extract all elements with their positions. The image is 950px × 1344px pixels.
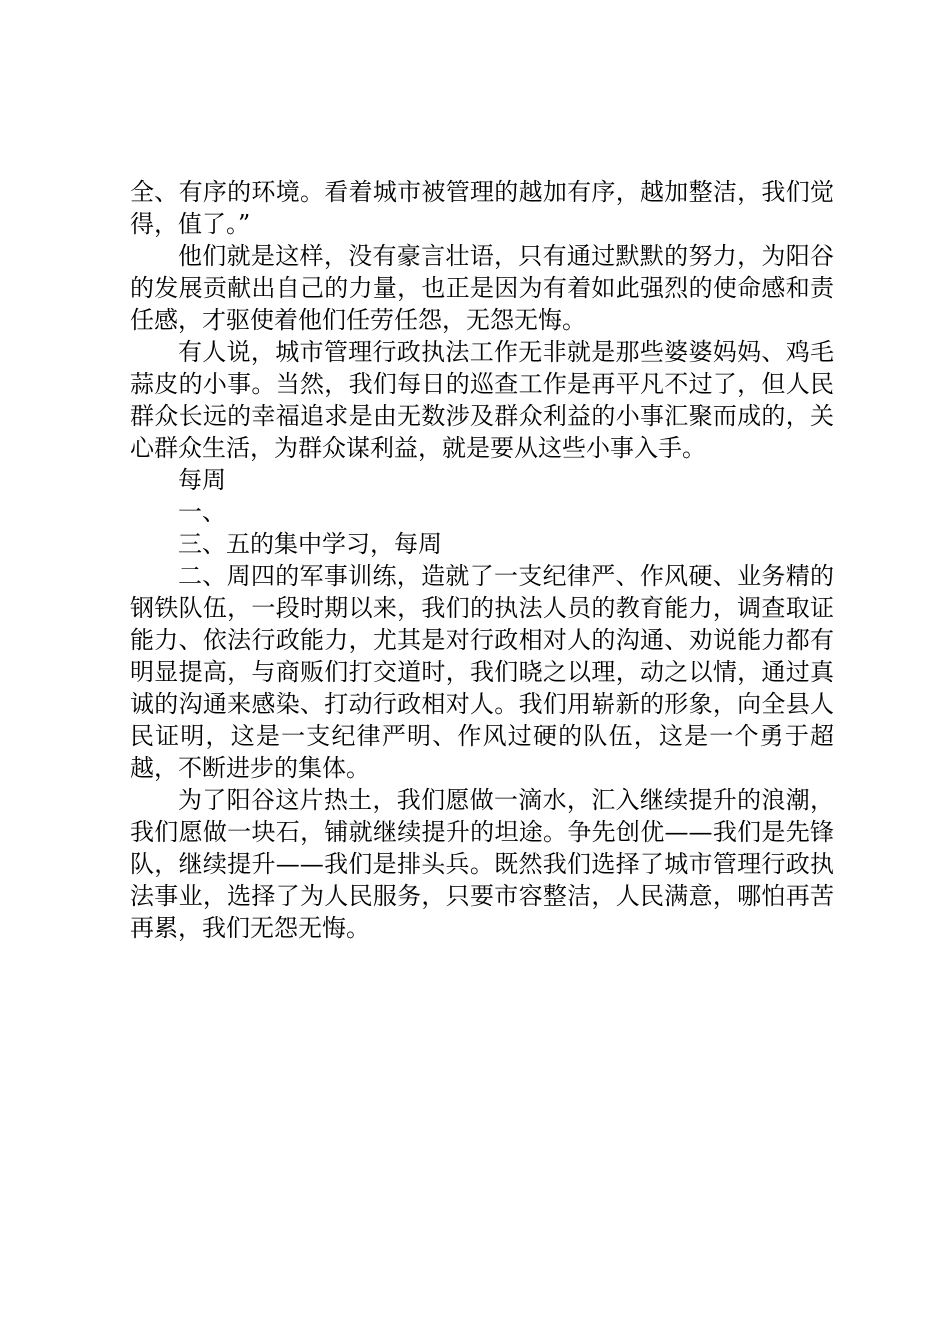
paragraph: 他们就是这样，没有豪言壮语，只有通过默默的努力，为阳谷的发展贡献出自己的力量，也正是因为有着如此强烈的使命感和责任感，才驱使着他们任劳任怨，无怨无悔。 <box>130 242 834 334</box>
paragraph: 为了阳谷这片热土，我们愿做一滴水，汇入继续提升的浪潮，我们愿做一块石，铺就继续提升的坦途。争先创优——我们是先锋队，继续提升——我们是排头兵。既然我们选择了城市管理行政执法事业，选择了为人民服务，只要市容整洁，人民满意，哪怕再苦再累，我们无怨无悔。 <box>130 786 834 942</box>
paragraph: 有人说，城市管理行政执法工作无非就是那些婆婆妈妈、鸡毛蒜皮的小事。当然，我们每日的巡查工作是再平凡不过了，但人民群众长远的幸福追求是由无数涉及群众利益的小事汇聚而成的，关心群众生活，为群众谋利益，就是要从这些小事入手。 <box>130 338 834 462</box>
paragraph: 全、有序的环境。看着城市被管理的越加有序，越加整洁，我们觉得，值了。” <box>130 178 834 238</box>
paragraph: 三、五的集中学习，每周 <box>178 530 442 558</box>
document-body <box>130 176 834 944</box>
paragraph: 一、 <box>178 498 226 526</box>
paragraph: 二、周四的军事训练，造就了一支纪律严、作风硬、业务精的钢铁队伍，一段时期以来，我们的执法人员的教育能力，调查取证能力、依法行政能力，尤其是对行政相对人的沟通、劝说能力都有明显提高，与商贩们打交道时，我们晓之以理，动之以情，通过真诚的沟通来感染、打动行政相对人。我们用崭新的形象，向全县人民证明，这是一支纪律严明、作风过硬的队伍，这是一个勇于超越，不断进步的集体。 <box>130 562 834 782</box>
paragraph: 每周 <box>178 466 226 494</box>
